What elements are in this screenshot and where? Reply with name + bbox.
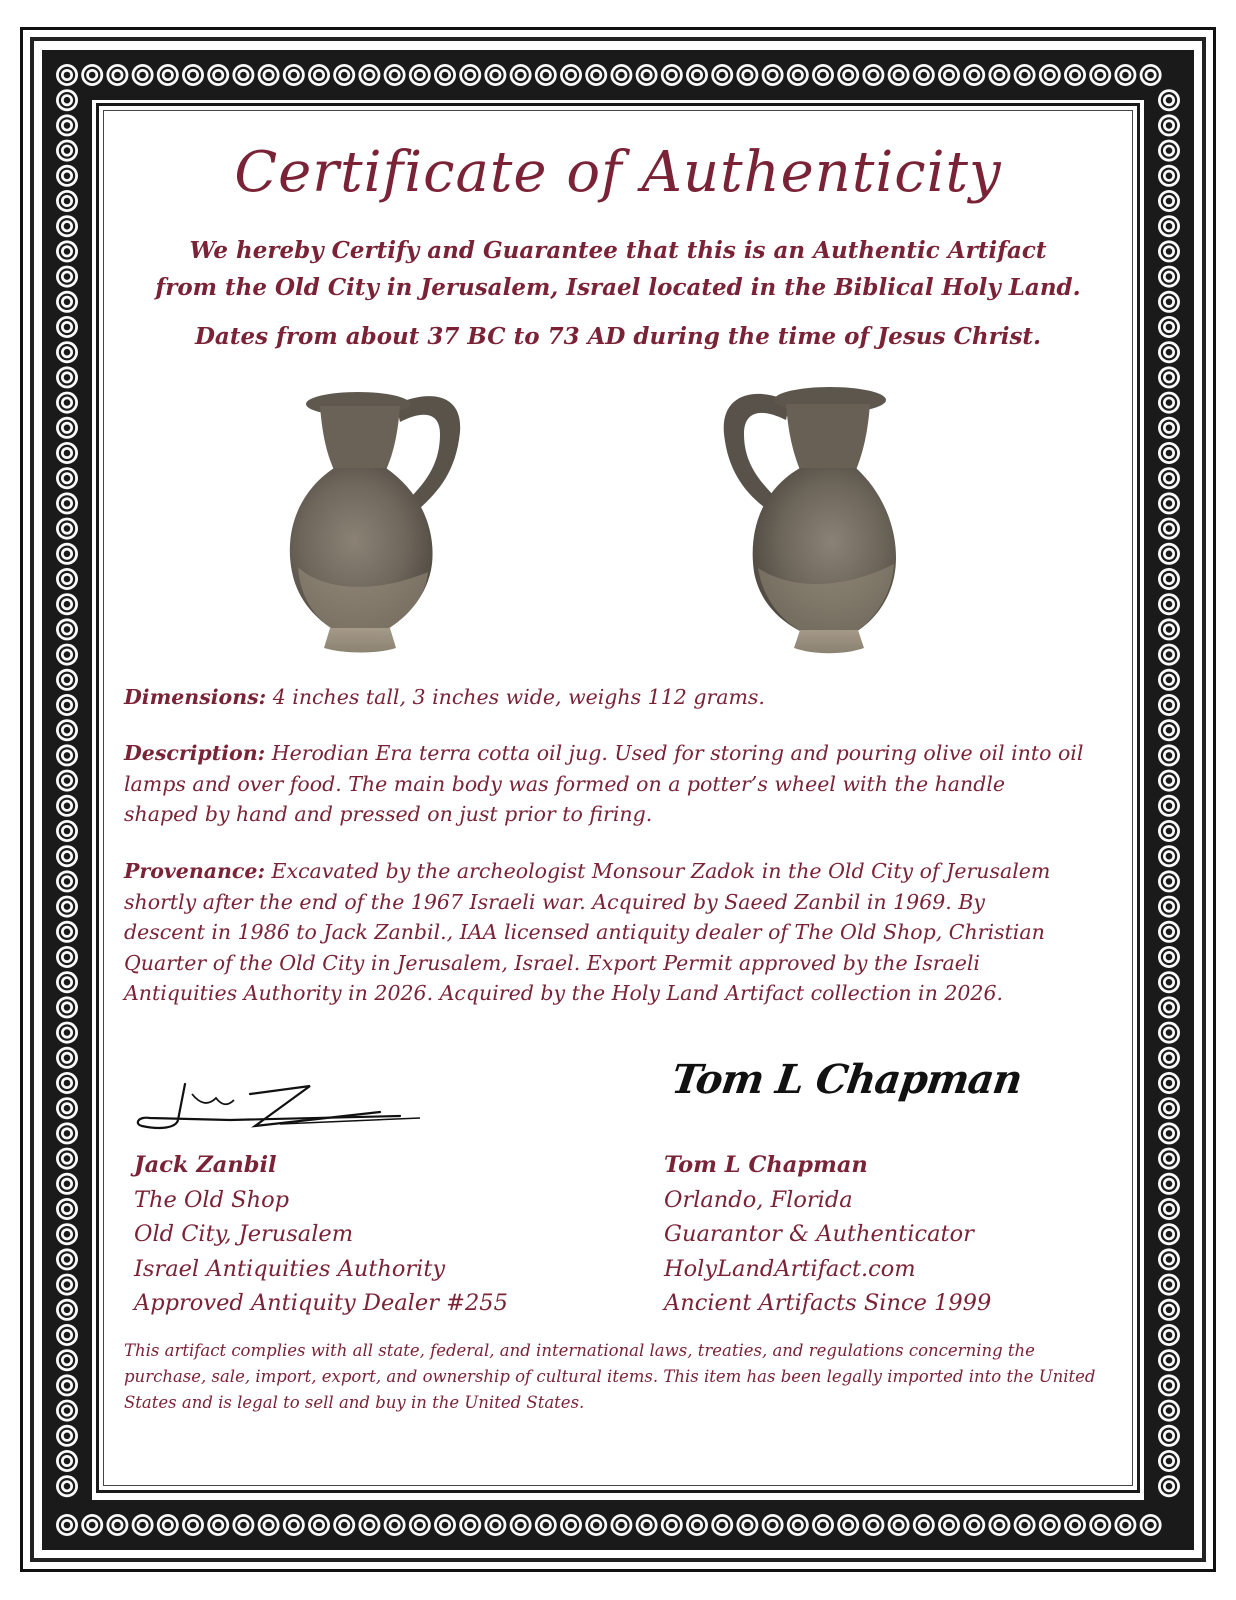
border-ring-icon bbox=[938, 64, 960, 86]
border-ring-icon bbox=[56, 291, 78, 313]
border-ring-icon bbox=[308, 1514, 330, 1536]
border-ring-icon bbox=[56, 165, 78, 187]
border-ring-icon bbox=[56, 946, 78, 968]
border-ring-icon bbox=[56, 820, 78, 842]
border-ring-icon bbox=[459, 64, 481, 86]
border-ring-icon bbox=[56, 341, 78, 363]
jug-image-left bbox=[278, 382, 468, 654]
border-ring-icon bbox=[762, 64, 784, 86]
border-ring-icon bbox=[56, 1047, 78, 1069]
dimensions-text: 4 inches tall, 3 inches wide, weighs 112 grams. bbox=[266, 685, 765, 709]
border-ring-icon bbox=[56, 870, 78, 892]
border-ring-icon bbox=[1158, 366, 1180, 388]
border-ring-icon bbox=[409, 1514, 431, 1536]
border-ring-icon bbox=[1158, 1374, 1180, 1396]
border-ring-icon bbox=[1158, 417, 1180, 439]
border-ring-icon bbox=[56, 618, 78, 640]
border-ring-icon bbox=[56, 1097, 78, 1119]
border-ring-icon bbox=[333, 1514, 355, 1536]
border-ring-icon bbox=[56, 770, 78, 792]
right-signer-line-4: HolyLandArtifact.com bbox=[664, 1255, 916, 1282]
border-ring-icon bbox=[1158, 1047, 1180, 1069]
border-ring-icon bbox=[1158, 1198, 1180, 1220]
left-signer-line-5: Approved Antiquity Dealer #255 bbox=[134, 1290, 508, 1316]
border-ring-icon bbox=[1158, 1122, 1180, 1144]
border-ring-icon bbox=[1158, 1349, 1180, 1371]
border-ring-icon bbox=[1158, 1450, 1180, 1472]
border-ring-icon bbox=[358, 64, 380, 86]
border-ring-icon bbox=[1158, 1324, 1180, 1346]
border-ring-icon bbox=[56, 492, 78, 514]
border-ring-icon bbox=[837, 1514, 859, 1536]
certification-line-1: We hereby Certify and Guarantee that this is an Authentic Artifact bbox=[189, 237, 1047, 264]
border-ring-icon bbox=[862, 64, 884, 86]
border-ring-icon bbox=[1158, 744, 1180, 766]
border-ring-icon bbox=[1014, 1514, 1036, 1536]
border-ring-icon bbox=[1158, 543, 1180, 565]
border-ring-icon bbox=[232, 1514, 254, 1536]
border-ring-icon bbox=[333, 64, 355, 86]
border-ring-icon bbox=[56, 1148, 78, 1170]
border-ring-icon bbox=[1158, 392, 1180, 414]
border-ring-icon bbox=[56, 1475, 78, 1497]
border-ring-icon bbox=[1158, 1173, 1180, 1195]
border-ring-icon bbox=[1064, 64, 1086, 86]
border-ring-icon bbox=[157, 1514, 179, 1536]
left-signer-line-4: Israel Antiquities Authority bbox=[134, 1255, 446, 1282]
border-ring-icon bbox=[56, 1072, 78, 1094]
border-ring-icon bbox=[1158, 1223, 1180, 1245]
left-signer-name: Jack Zanbil bbox=[134, 1152, 277, 1178]
border-ring-icon bbox=[1158, 770, 1180, 792]
border-ring-icon bbox=[1158, 190, 1180, 212]
border-ring-icon bbox=[1039, 64, 1061, 86]
border-ring-icon bbox=[560, 64, 582, 86]
border-ring-icon bbox=[787, 1514, 809, 1536]
border-ring-icon bbox=[610, 1514, 632, 1536]
border-ring-icon bbox=[106, 1514, 128, 1536]
border-ring-icon bbox=[434, 1514, 456, 1536]
border-ring-icon bbox=[1158, 1299, 1180, 1321]
border-ring-icon bbox=[1158, 1022, 1180, 1044]
border-ring-icon bbox=[56, 996, 78, 1018]
border-ring-icon bbox=[535, 64, 557, 86]
border-ring-icon bbox=[560, 1514, 582, 1536]
border-ring-icon bbox=[56, 1122, 78, 1144]
dimensions-paragraph bbox=[124, 682, 1084, 713]
border-ring-icon bbox=[1158, 1475, 1180, 1497]
provenance-label: Provenance: bbox=[124, 859, 266, 883]
border-ring-icon bbox=[636, 1514, 658, 1536]
border-ring-icon bbox=[1158, 492, 1180, 514]
border-ring-icon bbox=[686, 64, 708, 86]
right-signer-name: Tom L Chapman bbox=[664, 1152, 868, 1178]
border-ring-icon bbox=[1158, 593, 1180, 615]
border-ring-icon bbox=[1089, 64, 1111, 86]
border-ring-icon bbox=[711, 64, 733, 86]
border-ring-icon bbox=[56, 316, 78, 338]
border-ring-icon bbox=[510, 1514, 532, 1536]
border-ring-icon bbox=[484, 1514, 506, 1536]
border-ring-icon bbox=[207, 1514, 229, 1536]
right-signer-line-5: Ancient Artifacts Since 1999 bbox=[664, 1290, 992, 1316]
description-label: Description: bbox=[124, 741, 266, 765]
border-ring-icon bbox=[56, 215, 78, 237]
border-ring-icon bbox=[1158, 240, 1180, 262]
border-ring-icon bbox=[736, 1514, 758, 1536]
border-ring-icon bbox=[1158, 266, 1180, 288]
border-ring-icon bbox=[963, 64, 985, 86]
border-ring-icon bbox=[1158, 1148, 1180, 1170]
border-ring-icon bbox=[1158, 442, 1180, 464]
border-ring-icon bbox=[535, 1514, 557, 1536]
border-ring-icon bbox=[1114, 1514, 1136, 1536]
border-ring-icon bbox=[610, 64, 632, 86]
border-ring-icon bbox=[888, 1514, 910, 1536]
border-ring-icon bbox=[938, 1514, 960, 1536]
border-ring-icon bbox=[56, 1374, 78, 1396]
border-ring-icon bbox=[1089, 1514, 1111, 1536]
border-ring-icon bbox=[283, 64, 305, 86]
border-ring-icon bbox=[1114, 64, 1136, 86]
border-ring-icon bbox=[585, 1514, 607, 1536]
border-ring-icon bbox=[232, 64, 254, 86]
border-ring-icon bbox=[56, 719, 78, 741]
border-ring-icon bbox=[56, 1324, 78, 1346]
border-ring-icon bbox=[1158, 820, 1180, 842]
border-ring-icon bbox=[1158, 719, 1180, 741]
border-ring-icon bbox=[1140, 64, 1162, 86]
border-ring-icon bbox=[56, 744, 78, 766]
border-ring-icon bbox=[56, 114, 78, 136]
border-ring-icon bbox=[283, 1514, 305, 1536]
jug-image-right bbox=[718, 378, 908, 654]
description-text: Herodian Era terra cotta oil jug. Used for storing and pouring olive oil into oil lamps and over food. The main body was formed on a potter’s wheel with the handle shaped by hand and pressed on just prior to firing. bbox=[124, 741, 1084, 826]
border-ring-icon bbox=[484, 64, 506, 86]
border-ring-icon bbox=[1158, 795, 1180, 817]
right-signer-line-2: Orlando, Florida bbox=[664, 1186, 853, 1213]
border-ring-icon bbox=[56, 240, 78, 262]
border-ring-icon bbox=[258, 64, 280, 86]
border-ring-icon bbox=[1158, 1274, 1180, 1296]
border-ring-icon bbox=[1158, 1425, 1180, 1447]
border-ring-icon bbox=[56, 669, 78, 691]
border-ring-icon bbox=[1014, 64, 1036, 86]
border-ring-icon bbox=[358, 1514, 380, 1536]
border-ring-icon bbox=[56, 1425, 78, 1447]
border-ring-icon bbox=[888, 64, 910, 86]
border-ring-icon bbox=[56, 971, 78, 993]
border-ring-icon bbox=[56, 1514, 78, 1536]
dimensions-label: Dimensions: bbox=[124, 685, 267, 709]
border-ring-icon bbox=[787, 64, 809, 86]
border-ring-icon bbox=[913, 64, 935, 86]
border-ring-icon bbox=[1158, 644, 1180, 666]
border-ring-icon bbox=[258, 1514, 280, 1536]
border-ring-icon bbox=[1158, 165, 1180, 187]
border-ring-icon bbox=[963, 1514, 985, 1536]
border-ring-icon bbox=[409, 64, 431, 86]
border-ring-icon bbox=[56, 366, 78, 388]
border-ring-icon bbox=[510, 64, 532, 86]
border-ring-icon bbox=[56, 467, 78, 489]
border-ring-icon bbox=[1158, 694, 1180, 716]
border-ring-icon bbox=[132, 64, 154, 86]
border-ring-icon bbox=[812, 1514, 834, 1536]
border-ring-icon bbox=[207, 64, 229, 86]
dates-line: Dates from about 37 BC to 73 AD during the time of Jesus Christ. bbox=[194, 323, 1042, 350]
border-ring-icon bbox=[56, 795, 78, 817]
jack-zanbil-signature bbox=[130, 1076, 420, 1136]
border-ring-icon bbox=[132, 1514, 154, 1536]
certification-line-2: from the Old City in Jerusalem, Israel located in the Biblical Holy Land. bbox=[155, 274, 1081, 301]
description-paragraph bbox=[124, 738, 1084, 830]
border-ring-icon bbox=[1158, 845, 1180, 867]
border-ring-icon bbox=[913, 1514, 935, 1536]
border-ring-icon bbox=[1158, 669, 1180, 691]
left-signer-line-3: Old City, Jerusalem bbox=[134, 1221, 354, 1247]
border-ring-icon bbox=[182, 1514, 204, 1536]
border-ring-icon bbox=[1158, 89, 1180, 111]
border-ring-icon bbox=[56, 392, 78, 414]
right-signer-line-3: Guarantor & Authenticator bbox=[664, 1221, 974, 1247]
border-ring-icon bbox=[1158, 971, 1180, 993]
border-ring-icon bbox=[56, 896, 78, 918]
border-ring-icon bbox=[988, 64, 1010, 86]
border-ring-icon bbox=[988, 1514, 1010, 1536]
border-ring-icon bbox=[1158, 467, 1180, 489]
border-ring-icon bbox=[56, 1400, 78, 1422]
border-ring-icon bbox=[1140, 1514, 1162, 1536]
border-ring-icon bbox=[56, 593, 78, 615]
border-ring-icon bbox=[661, 1514, 683, 1536]
border-ring-icon bbox=[1158, 946, 1180, 968]
border-ring-icon bbox=[862, 1514, 884, 1536]
border-ring-icon bbox=[56, 140, 78, 162]
border-ring-icon bbox=[56, 1223, 78, 1245]
border-ring-icon bbox=[1158, 870, 1180, 892]
border-ring-icon bbox=[1158, 568, 1180, 590]
border-ring-icon bbox=[459, 1514, 481, 1536]
border-ring-icon bbox=[56, 1198, 78, 1220]
border-ring-icon bbox=[1158, 518, 1180, 540]
border-ring-icon bbox=[686, 1514, 708, 1536]
border-ring-icon bbox=[661, 64, 683, 86]
border-ring-icon bbox=[384, 64, 406, 86]
border-ring-icon bbox=[81, 1514, 103, 1536]
border-ring-icon bbox=[837, 64, 859, 86]
left-signer-block bbox=[134, 1148, 508, 1321]
border-ring-icon bbox=[1158, 618, 1180, 640]
border-ring-icon bbox=[736, 64, 758, 86]
border-ring-icon bbox=[1158, 996, 1180, 1018]
border-ring-icon bbox=[308, 64, 330, 86]
border-ring-icon bbox=[1039, 1514, 1061, 1536]
tom-chapman-signature: Tom L Chapman bbox=[668, 1056, 1025, 1103]
left-signer-line-2: The Old Shop bbox=[134, 1186, 290, 1213]
border-ring-icon bbox=[1158, 215, 1180, 237]
border-ring-icon bbox=[106, 64, 128, 86]
border-ring-icon bbox=[56, 190, 78, 212]
right-signer-block bbox=[664, 1148, 991, 1321]
border-ring-icon bbox=[56, 1173, 78, 1195]
border-ring-icon bbox=[1158, 291, 1180, 313]
border-ring-icon bbox=[56, 568, 78, 590]
border-ring-icon bbox=[56, 1022, 78, 1044]
border-ring-icon bbox=[585, 64, 607, 86]
border-ring-icon bbox=[56, 442, 78, 464]
border-ring-icon bbox=[1158, 114, 1180, 136]
border-ring-icon bbox=[157, 64, 179, 86]
border-ring-icon bbox=[81, 64, 103, 86]
border-ring-icon bbox=[636, 64, 658, 86]
border-ring-icon bbox=[56, 417, 78, 439]
border-ring-icon bbox=[1158, 1097, 1180, 1119]
provenance-text: Excavated by the archeologist Monsour Zadok in the Old City of Jerusalem shortly after the end of the 1967 Israeli war. Acquired by Saeed Zanbil in 1969. By descent in 1986 to Jack Zanbil., IAA licensed antiquity dealer of The Old Shop, Christian Quarter of the Old City in Jerusalem, Israel. Export Permit approved by the Israeli Antiquities Authority in 2026. Acquired by the Holy Land Artifact collection in 2026. bbox=[124, 859, 1051, 1005]
border-ring-icon bbox=[711, 1514, 733, 1536]
provenance-paragraph bbox=[124, 856, 1054, 1009]
certificate-title: Certificate of Authenticity bbox=[234, 140, 1002, 205]
border-ring-icon bbox=[1158, 341, 1180, 363]
border-ring-icon bbox=[1158, 896, 1180, 918]
border-ring-icon bbox=[182, 64, 204, 86]
border-ring-icon bbox=[56, 644, 78, 666]
border-ring-icon bbox=[56, 694, 78, 716]
border-ring-icon bbox=[56, 89, 78, 111]
border-ring-icon bbox=[1064, 1514, 1086, 1536]
certification-statement bbox=[120, 232, 1116, 306]
border-ring-icon bbox=[1158, 1072, 1180, 1094]
border-ring-icon bbox=[1158, 1400, 1180, 1422]
border-ring-icon bbox=[1158, 921, 1180, 943]
border-ring-icon bbox=[812, 64, 834, 86]
border-ring-icon bbox=[56, 518, 78, 540]
border-ring-icon bbox=[56, 1349, 78, 1371]
border-ring-icon bbox=[56, 1450, 78, 1472]
border-ring-icon bbox=[56, 543, 78, 565]
border-ring-icon bbox=[56, 266, 78, 288]
border-ring-icon bbox=[56, 1299, 78, 1321]
border-ring-icon bbox=[56, 921, 78, 943]
legal-notice: This artifact complies with all state, federal, and international laws, treaties, and regulations concerning the purchase, sale, import, export, and ownership of cultural items. This item has been legally imported into the United States and is legal to sell and buy in the United States. bbox=[124, 1341, 1096, 1412]
border-ring-icon bbox=[56, 1274, 78, 1296]
border-ring-icon bbox=[56, 64, 78, 86]
border-ring-icon bbox=[434, 64, 456, 86]
border-ring-icon bbox=[762, 1514, 784, 1536]
border-ring-icon bbox=[1158, 316, 1180, 338]
border-ring-icon bbox=[384, 1514, 406, 1536]
border-ring-icon bbox=[1158, 1248, 1180, 1270]
border-ring-icon bbox=[1158, 140, 1180, 162]
border-ring-icon bbox=[56, 1248, 78, 1270]
border-ring-icon bbox=[56, 845, 78, 867]
